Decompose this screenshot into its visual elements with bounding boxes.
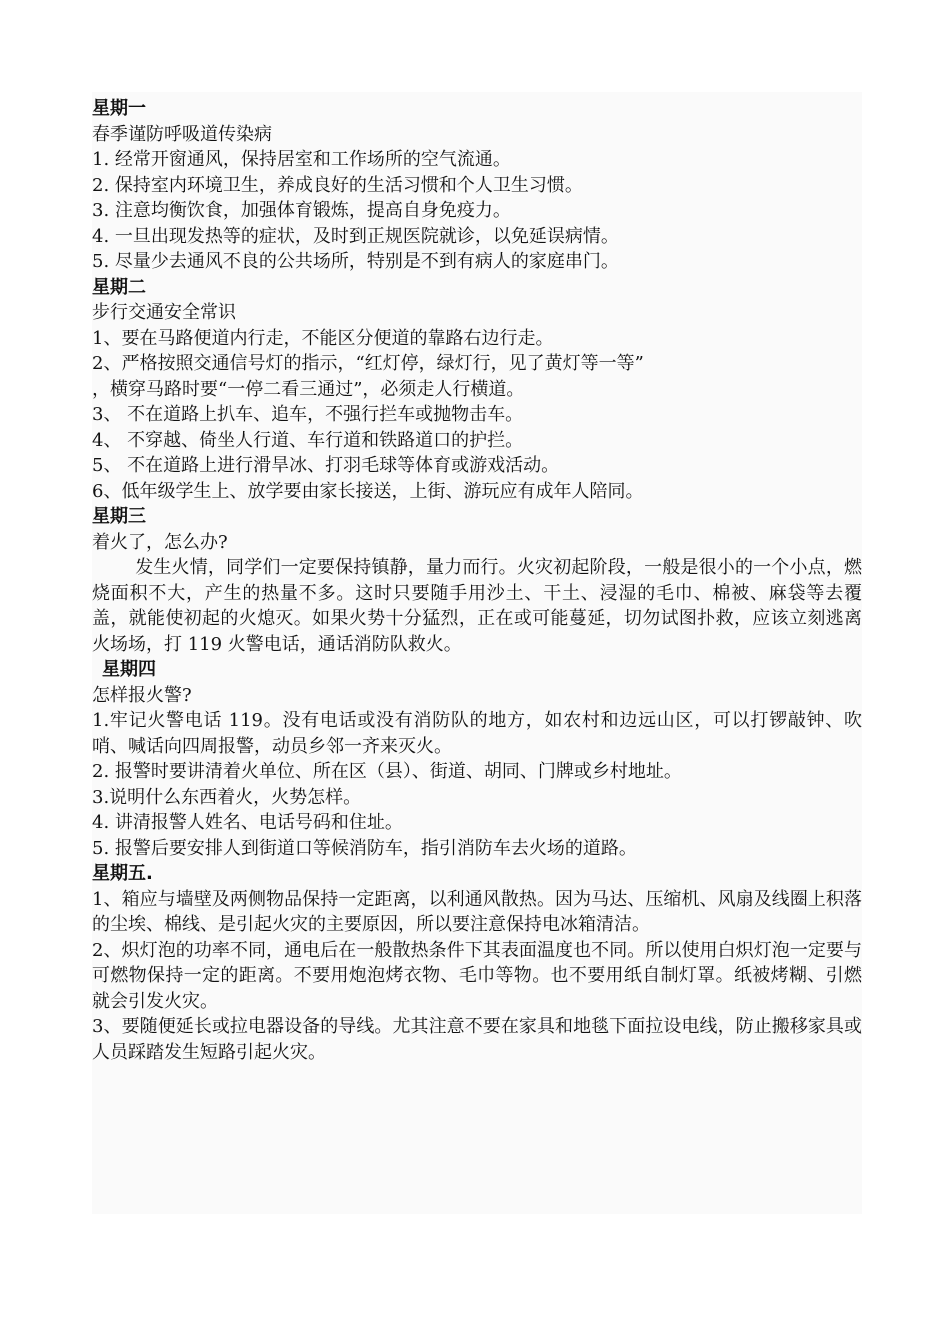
list-item: 4. 讲清报警人姓名、电话号码和住址。	[92, 812, 403, 833]
list-item: 2、炽灯泡的功率不同，通电后在一般散热条件下其表面温度也不同。所以使用白炽灯泡一定要与可燃物保持一定的距离。不要用炮泡烤衣物、毛巾等物。也不要用纸自制灯罩。纸被烤糊、引燃就会引发火灾。	[92, 939, 862, 1012]
list-item: 2. 报警时要讲清着火单位、所在区（县）、街道、胡同、门牌或乡村地址。	[92, 761, 682, 782]
wednesday-heading: 星期三	[92, 506, 146, 527]
list-item: 2、严格按照交通信号灯的指示，“红灯停，绿灯行，见了黄灯等一等”	[92, 353, 644, 374]
list-item: 5、 不在道路上进行滑旱冰、打羽毛球等体育或游戏活动。	[92, 455, 560, 476]
list-item: 3. 注意均衡饮食，加强体育锻炼，提高自身免疫力。	[92, 200, 511, 221]
wednesday-title: 着火了，怎么办?	[92, 531, 228, 553]
list-item: ，横穿马路时要“一停二看三通过”，必须走人行横道。	[92, 378, 525, 400]
list-item: 5. 尽量少去通风不良的公共场所，特别是不到有病人的家庭串门。	[92, 251, 619, 272]
document-body	[92, 96, 862, 1065]
list-item: 3、要随便延长或拉电器设备的导线。尤其注意不要在家具和地毯下面拉设电线，防止搬移家具或人员踩踏发生短路引起火灾。	[92, 1016, 862, 1063]
tuesday-title: 步行交通安全常识	[92, 302, 236, 323]
tuesday-heading: 星期二	[92, 276, 146, 298]
list-item: 1. 经常开窗通风，保持居室和工作场所的空气流通。	[92, 149, 511, 170]
list-item: 4、 不穿越、倚坐人行道、车行道和铁路道口的护拦。	[92, 429, 524, 451]
list-item: 4. 一旦出现发热等的症状，及时到正规医院就诊，以免延误病情。	[92, 225, 619, 247]
list-item: 1、要在马路便道内行走，不能区分便道的靠路右边行走。	[92, 327, 554, 349]
monday-heading: 星期一	[92, 98, 146, 119]
friday-heading: 星期五.	[92, 863, 153, 884]
list-item: 1.牢记火警电话 119。没有电话或没有消防队的地方，如农村和边远山区，可以打锣敲钟、吹哨、喊话向四周报警，动员乡邻一齐来灭火。	[92, 710, 862, 757]
list-item: 5. 报警后要安排人到街道口等候消防车，指引消防车去火场的道路。	[92, 837, 637, 859]
thursday-heading: 星期四	[102, 659, 156, 680]
thursday-title: 怎样报火警?	[92, 684, 192, 706]
list-item: 2. 保持室内环境卫生，养成良好的生活习惯和个人卫生习惯。	[92, 174, 583, 196]
list-item: 1、箱应与墙壁及两侧物品保持一定距离，以利通风散热。因为马达、压缩机、风扇及线圈上积落的尘埃、棉线、是引起火灾的主要原因，所以要注意保持电冰箱清洁。	[92, 888, 862, 935]
wednesday-paragraph: 发生火情，同学们一定要保持镇静，量力而行。火灾初起阶段，一般是很小的一个小点，燃烧面积不大，产生的热量不多。这时只要随手用沙土、干土、浸湿的毛巾、棉被、麻袋等去覆盖，就能使初起的火熄灭。如果火势十分猛烈，正在或可能蔓延，切勿试图扑救，应该立刻逃离火场场，打 119 火警电话，通话消防队救火。	[92, 557, 862, 655]
list-item: 3、 不在道路上扒车、追车，不强行拦车或抛物击车。	[92, 404, 524, 425]
monday-title: 春季谨防呼吸道传染病	[92, 123, 272, 145]
list-item: 6、低年级学生上、放学要由家长接送，上街、游玩应有成年人陪同。	[92, 480, 644, 502]
list-item: 3.说明什么东西着火，火势怎样。	[92, 786, 362, 808]
